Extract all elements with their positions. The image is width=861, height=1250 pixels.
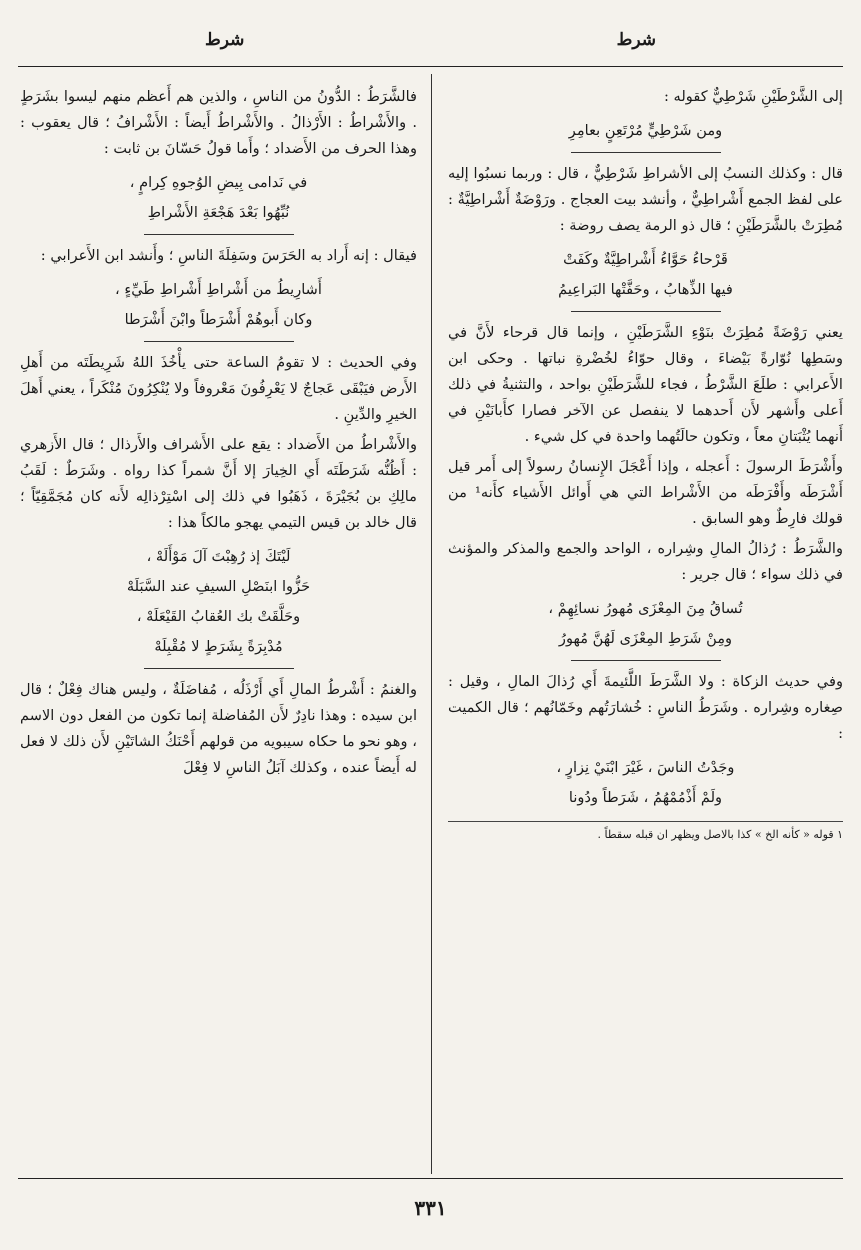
verse-line: وحَلَّقَتْ بك العُقابُ القَيْعَلَهْ ، (136, 608, 301, 625)
separator-rule (144, 341, 294, 342)
verse-line: ولَمْ أَذْمُمْهُمُ ، شَرَطاً ودُونا (568, 789, 723, 806)
paragraph: إلى الشَّرْطَيْنِ شَرْطِيٌّ كقوله : (663, 88, 843, 105)
footer-rule (18, 1178, 843, 1179)
paragraph: قال : وكذلك النسبُ إلى الأشراطِ شَرْطِيٌّ ، قال : وربما نسبُوا إليه على لفظ الجمع أَشْراطِيٌّ ، وأنشد بيت العجاج . ورَوْضَةٌ أَشْراطِيَّةٌ : مُطِرَتْ بالشَّرَطَيْنِ ؛ قال ذو الرمة يصف روضة : (448, 165, 843, 234)
separator-rule (571, 152, 721, 153)
verse (448, 245, 843, 305)
right-column (448, 84, 843, 844)
verse-line: ومِنْ شَرَطِ المِعْزَى لَهُنَّ مُهورُ (558, 630, 733, 647)
page-number: ٣٣١ (414, 1196, 447, 1220)
verse-line: مُدْبِرَةً بِشَرَطٍ لا مُقْبِلَهْ (154, 638, 283, 655)
running-header-left: شرط (205, 30, 245, 50)
header-rule (18, 66, 843, 67)
verse (20, 275, 417, 335)
verse-line: حَزُّوا ابنَصْلِ السيفِ عند السَّبَلَهْ (126, 578, 311, 595)
column-divider (431, 74, 432, 1174)
verse (20, 168, 417, 228)
separator-rule (571, 660, 721, 661)
verse-line: قَرْحاءُ حَوَّاءُ أَشْراطِيَّةٌ وكَفَتْ (563, 251, 728, 268)
paragraph: والغنمُ : أَشْرطُ المالِ أَي أَرْذَلُه ، مُفاضَلَةٌ ، وليس هناك فِعْلٌ ؛ قال ابن سيده : وهذا نادِرٌ لأَن المُفاضلة إنما تكون من الفعل دون الاسم ، وهو نحو ما حكاه سيبويه من قولهم أَحْنَكُ الشاتَيْنِ لأَن ذلك لا فعل له أَيضاً عنده ، وكذلك آبَلُ الناسِ لا فِعْلَ (20, 681, 417, 776)
verse (20, 542, 417, 662)
verse (448, 116, 843, 146)
paragraph: وفي حديث الزكاة : ولا الشَّرَطَ اللَّئيمةَ أَي رُذالَ المالِ ، وقيل : صِغاره وشِراره . وشَرَطُ الناسِ : خُشارَتُهم وخَمّانُهم ؛ قال الكميت : (448, 673, 843, 742)
separator-rule (144, 668, 294, 669)
verse-line: ومن شَرْطِيٍّ مُرْتَعِنٍ بعامِرِ (568, 122, 723, 139)
paragraph: وأَشْرَطَ الرسولَ : أَعجله ، وإذا أَعْجَلَ الإِنسانُ رسولاً إلى أَمر قيل أَشْرَطَه وأَفْرَطَه من الأَشْراط التي هي أَوائل الأَشياء كأَنه¹ من قولك فارِطٌ وهو السابق . (448, 458, 843, 527)
paragraph: والشَّرَطُ : رُذالُ المالِ وشِراره ، الواحد والجمع والمذكر والمؤنث في ذلك سواء ؛ قال جرير : (448, 540, 843, 583)
verse-line: وجَدْتُ الناسَ ، غَيْرَ ابْنَيْ نِزارٍ ، (556, 759, 735, 776)
verse-line: في نَدامى بِيضِ الوُجوهِ كِرامٍ ، (129, 174, 308, 191)
verse (448, 753, 843, 813)
paragraph: يعني رَوْضَةً مُطِرَتْ بنَوْءِ الشَّرَطَيْنِ ، وإنما قال قرحاء لأَنَّ في وسَطِها نُوّارةً بَيْضاءَ ، وقال حوّاءُ لخُضْرةِ نباتها . وحكى ابن الأَعرابي : طلَعَ الشَّرْطُ ، فجاء للشَّرَطَيْنِ بواحد ، والتثنيةُ في ذلك أَعلى وأَشهر لأَن أَحدهما لا ينفصل عن الآخر فصارا كأَبانَيْنِ في أَنهما يُثْبَتانِ معاً ، وتكون حالَتُهما واحدة في كل شيء . (448, 324, 843, 445)
verse-line: أَشارِيطُ من أَشْراطِ أَشْراطِ طَيِّءٍ ، (115, 281, 322, 298)
footnote-rule (448, 821, 843, 822)
left-column (20, 84, 417, 785)
verse-line: فيها الذِّهابُ ، وحَفَّتْها البَراعِيمُ (558, 281, 733, 298)
verse-line: وكان أَبوهُمْ أَشْرَطاً وابْنَ أَشْرَطا (124, 311, 313, 328)
separator-rule (571, 311, 721, 312)
paragraph: وفي الحديث : لا تقومُ الساعة حتى يأْخُذَ اللهُ شَرِيطَتَه من أَهلِ الأَرض فيَبْقَى عَجاجٌ لا يَعْرِفُونَ مَعْروفاً ولا يُنْكِرُونَ مُنْكَراً ، يعني أَهلَ الخيرِ والدِّينِ . (20, 354, 417, 423)
footnote: ١ قوله « كأنه الخ » كذا بالاصل ويظهر ان قبله سقطاً . (597, 828, 843, 841)
paragraph: فالشَّرَطُ : الدُّونُ من الناسِ ، والذين هم أَعظم منهم ليسوا بشَرَطٍ . والأَشْراطُ : الأَرْذالُ . والأَشْراطُ أَيضاً : الأَشْرافُ ؛ قال يعقوب : وهذا الحرف من الأَضداد ؛ وأَما قولُ حَسّانَ بن ثابت : (20, 88, 417, 157)
running-header-right: شرط (616, 30, 656, 50)
verse-line: نُبِّهُوا بَعْدَ هَجْعَةِ الأَشْراطِ (147, 204, 290, 221)
paragraph: فيقال : إنه أَراد به الحَرَسَ وسَفِلَةَ الناسِ ؛ وأَنشد ابن الأَعرابي : (40, 247, 417, 264)
verse-line: تُساقُ مِنَ المِعْزَى مُهورُ نسائِهِمْ ، (548, 600, 743, 617)
paragraph: والأَشْراطُ من الأَضداد : يقع على الأَشراف والأَرذال ؛ قال الأَزهري : أَظُنُّه شَرَطَتَه أَي الخِيارَ إلا أَنَّ شمراً كذا رواه . وشَرَطٌ : لَقَبُ مالِكِ بن بُجَيْرَةَ ، ذَهَبُوا في ذلك إلى اسْتِرْذالِه لأَنه كان مُجَمَّقِيّاً ؛ قال خالد بن قيس التيمي يهجو مالكاً هذا : (20, 436, 417, 531)
verse (448, 594, 843, 654)
verse-line: لَيْتَكَ إذ رُهِبْتَ آلَ مَوْأَلَهْ ، (146, 548, 291, 565)
separator-rule (144, 234, 294, 235)
